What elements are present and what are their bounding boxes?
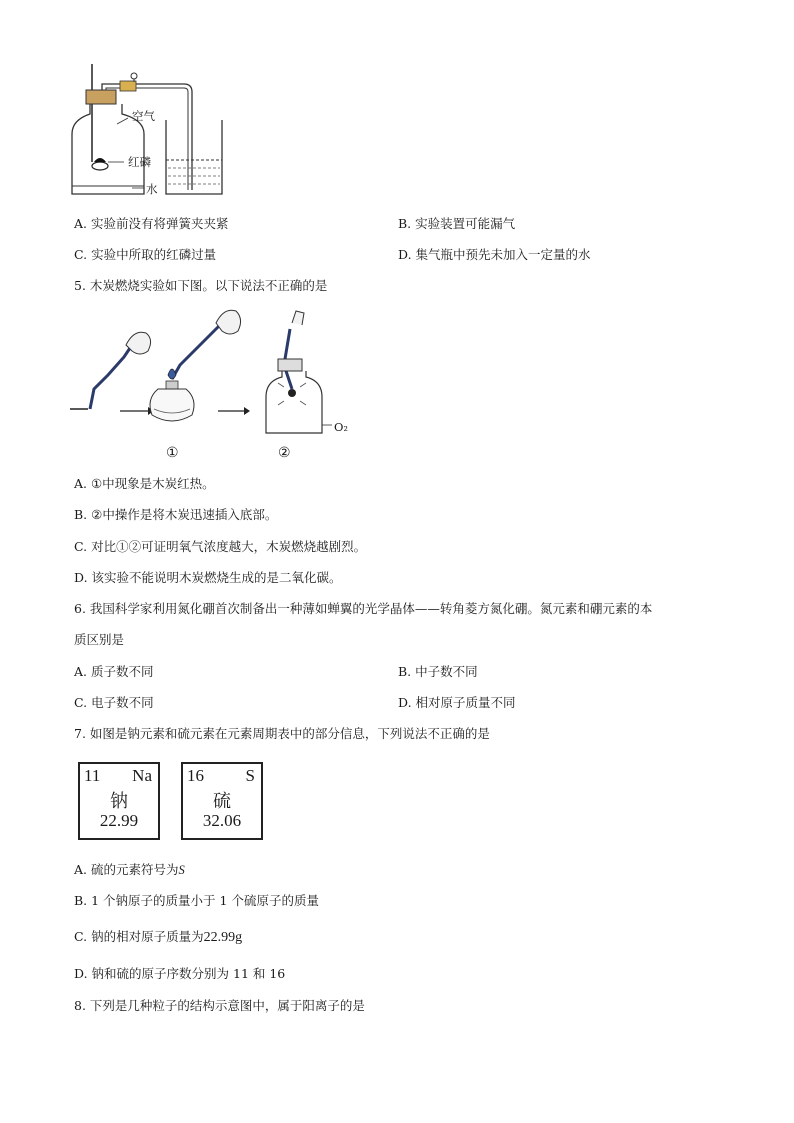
q7-option-c bbox=[74, 927, 242, 946]
label-air: 空气 bbox=[132, 109, 155, 123]
q6-option-a: A. 质子数不同 bbox=[74, 664, 154, 679]
q5-stem: 5. 木炭燃烧实验如下图。以下说法不正确的是 bbox=[74, 278, 328, 293]
element-symbol: Na bbox=[132, 766, 152, 785]
label-red-phosphorus: 红磷 bbox=[128, 155, 151, 169]
figure-label-1: ① bbox=[166, 445, 179, 461]
q6-option-c: C. 电子数不同 bbox=[74, 695, 154, 710]
charcoal-combustion-figure bbox=[68, 305, 348, 445]
q4-option-d: D. 集气瓶中预先未加入一定量的水 bbox=[398, 247, 591, 262]
label-water: 水 bbox=[146, 182, 158, 196]
element-name: 硫 bbox=[213, 791, 231, 811]
element-card-sodium bbox=[78, 762, 160, 840]
q5-option-d: D. 该实验不能说明木炭燃烧生成的是二氧化碳。 bbox=[74, 570, 342, 585]
q6-stem-line1: 6. 我国科学家利用氮化硼首次制备出一种薄如蝉翼的光学晶体——转角菱方氮化硼。氮元素和硼元素的本 bbox=[74, 601, 653, 616]
q7-option-a-symbol: S bbox=[178, 863, 185, 877]
q7-stem: 7. 如图是钠元素和硫元素在元素周期表中的部分信息，下列说法不正确的是 bbox=[74, 726, 490, 741]
atomic-number: 16 bbox=[187, 766, 204, 785]
element-card-sulfur bbox=[181, 762, 263, 840]
element-symbol: S bbox=[245, 766, 255, 785]
q6-option-b: B. 中子数不同 bbox=[398, 664, 478, 679]
q6-option-d: D. 相对原子质量不同 bbox=[398, 695, 516, 710]
q4-option-b: B. 实验装置可能漏气 bbox=[398, 216, 516, 231]
q6-stem-line2: 质区别是 bbox=[74, 632, 125, 647]
q7-option-c-value: 22.99g bbox=[203, 930, 243, 945]
q4-option-c: C. 实验中所取的红磷过量 bbox=[74, 247, 217, 262]
q4-option-a: A. 实验前没有将弹簧夹夹紧 bbox=[74, 216, 229, 231]
element-name: 钠 bbox=[110, 791, 128, 811]
atomic-number: 11 bbox=[84, 766, 101, 785]
q7-option-a bbox=[74, 860, 185, 878]
q8-stem: 8. 下列是几种粒子的结构示意图中，属于阳离子的是 bbox=[74, 998, 365, 1013]
figure-label-2: ② bbox=[278, 445, 291, 461]
q5-option-c: C. 对比①②可证明氧气浓度越大，木炭燃烧越剧烈。 bbox=[74, 539, 367, 554]
q7-option-d: D. 钠和硫的原子序数分别为 11 和 16 bbox=[74, 966, 286, 981]
atomic-mass: 22.99 bbox=[99, 811, 139, 830]
atomic-mass: 32.06 bbox=[202, 811, 242, 830]
q5-option-b: B. ②中操作是将木炭迅速插入底部。 bbox=[74, 507, 278, 522]
q7-option-c-text: C. 钠的相对原子质量为 bbox=[74, 929, 204, 944]
q7-option-a-text: A. 硫的元素符号为 bbox=[74, 862, 179, 877]
label-o2: O₂ bbox=[334, 420, 349, 434]
q5-option-a: A. ①中现象是木炭红热。 bbox=[74, 476, 215, 491]
q7-option-b: B. 1 个钠原子的质量小于 1 个硫原子的质量 bbox=[74, 893, 319, 908]
